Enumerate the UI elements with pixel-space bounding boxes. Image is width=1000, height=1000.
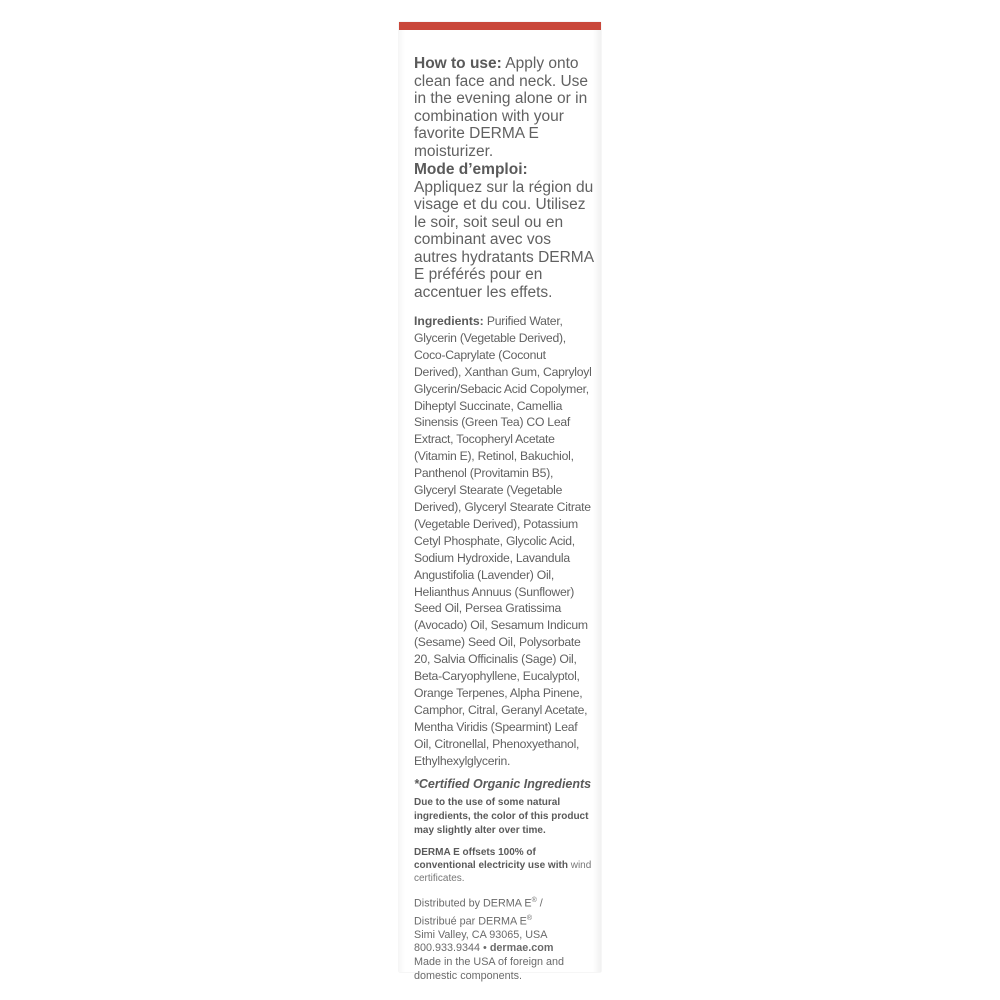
how-to-use-text: Apply onto clean face and neck. Use in the evening alone or in combination with your favorite DERMA E moisturizer.	[414, 55, 589, 160]
how-to-use	[414, 55, 596, 160]
organic-note: *Certified Organic Ingredients	[414, 777, 592, 792]
offsets-bold-text: DERMA E offsets 100% of conventional electricity use with	[414, 847, 568, 872]
ingredients	[414, 313, 596, 769]
ingredients-label: Ingredients:	[414, 314, 484, 328]
box-top-accent-strip	[399, 22, 601, 30]
bullet-separator: •	[480, 942, 490, 955]
how-to-use-label: How to use:	[414, 55, 502, 72]
address: Simi Valley, CA 93065, USA	[414, 928, 548, 941]
offsets-note	[414, 846, 596, 885]
distribution-info	[414, 894, 596, 983]
registered-mark: ®	[526, 914, 532, 922]
distributed-by: Distributed by DERMA E	[414, 898, 532, 911]
panel-text	[414, 55, 596, 983]
made-in-usa: Made in the USA of foreign and domestic components.	[414, 956, 565, 982]
distributed-by-slash: /	[536, 898, 543, 911]
offsets-normal-text: wind certificates.	[414, 860, 592, 885]
website: dermae.com	[489, 942, 554, 955]
phone-number: 800.933.9344	[414, 942, 481, 955]
registered-mark: ®	[531, 897, 537, 905]
color-note: Due to the use of some natural ingredients, the color of this product may slightly alter over time.	[414, 797, 589, 837]
product-box-side-panel	[399, 22, 601, 982]
ingredients-text: Purified Water, Glycerin (Vegetable Derived), Coco-Caprylate (Coconut Derived), Xanthan Gum, Capryloyl Glycerin/Sebacic Acid Copolymer, Diheptyl Succinate, Camellia Sinensis (Green Tea) CO Leaf Extract, Tocopheryl Acetate (Vitamin E), Retinol, Bakuchiol, Panthenol (Provitamin B5), Glyceryl Stearate (Vegetable Derived), Glyceryl Stearate Citrate (Vegetable Derived), Potassium Cetyl Phosphate, Glycolic Acid, Sodium Hydroxide, Lavandula Angustifolia (Lavender) Oil, Helianthus Annuus (Sunflower) Seed Oil, Persea Gratissima (Avocado) Oil, Sesamum Indicum (Sesame) Seed Oil, Polysorbate 20, Salvia Officinalis (Sage) Oil, Beta-Caryophyllene, Eucalyptol, Orange Terpenes, Alpha Pinene, Camphor, Citral, Geranyl Acetate, Mentha Viridis (Spearmint) Leaf Oil, Citronellal, Phenoxyethanol, Ethylhexylglycerin.	[414, 314, 592, 768]
distribue-par: Distribué par DERMA E	[414, 915, 527, 928]
mode-emploi-label: Mode d’emploi:	[414, 161, 528, 178]
mode-emploi-text: Appliquez sur la région du visage et du cou. Utilisez le soir, soit seul ou en combinant avec vos autres hydratants DERMA E préférés pour en accentuer les effets.	[414, 178, 594, 301]
